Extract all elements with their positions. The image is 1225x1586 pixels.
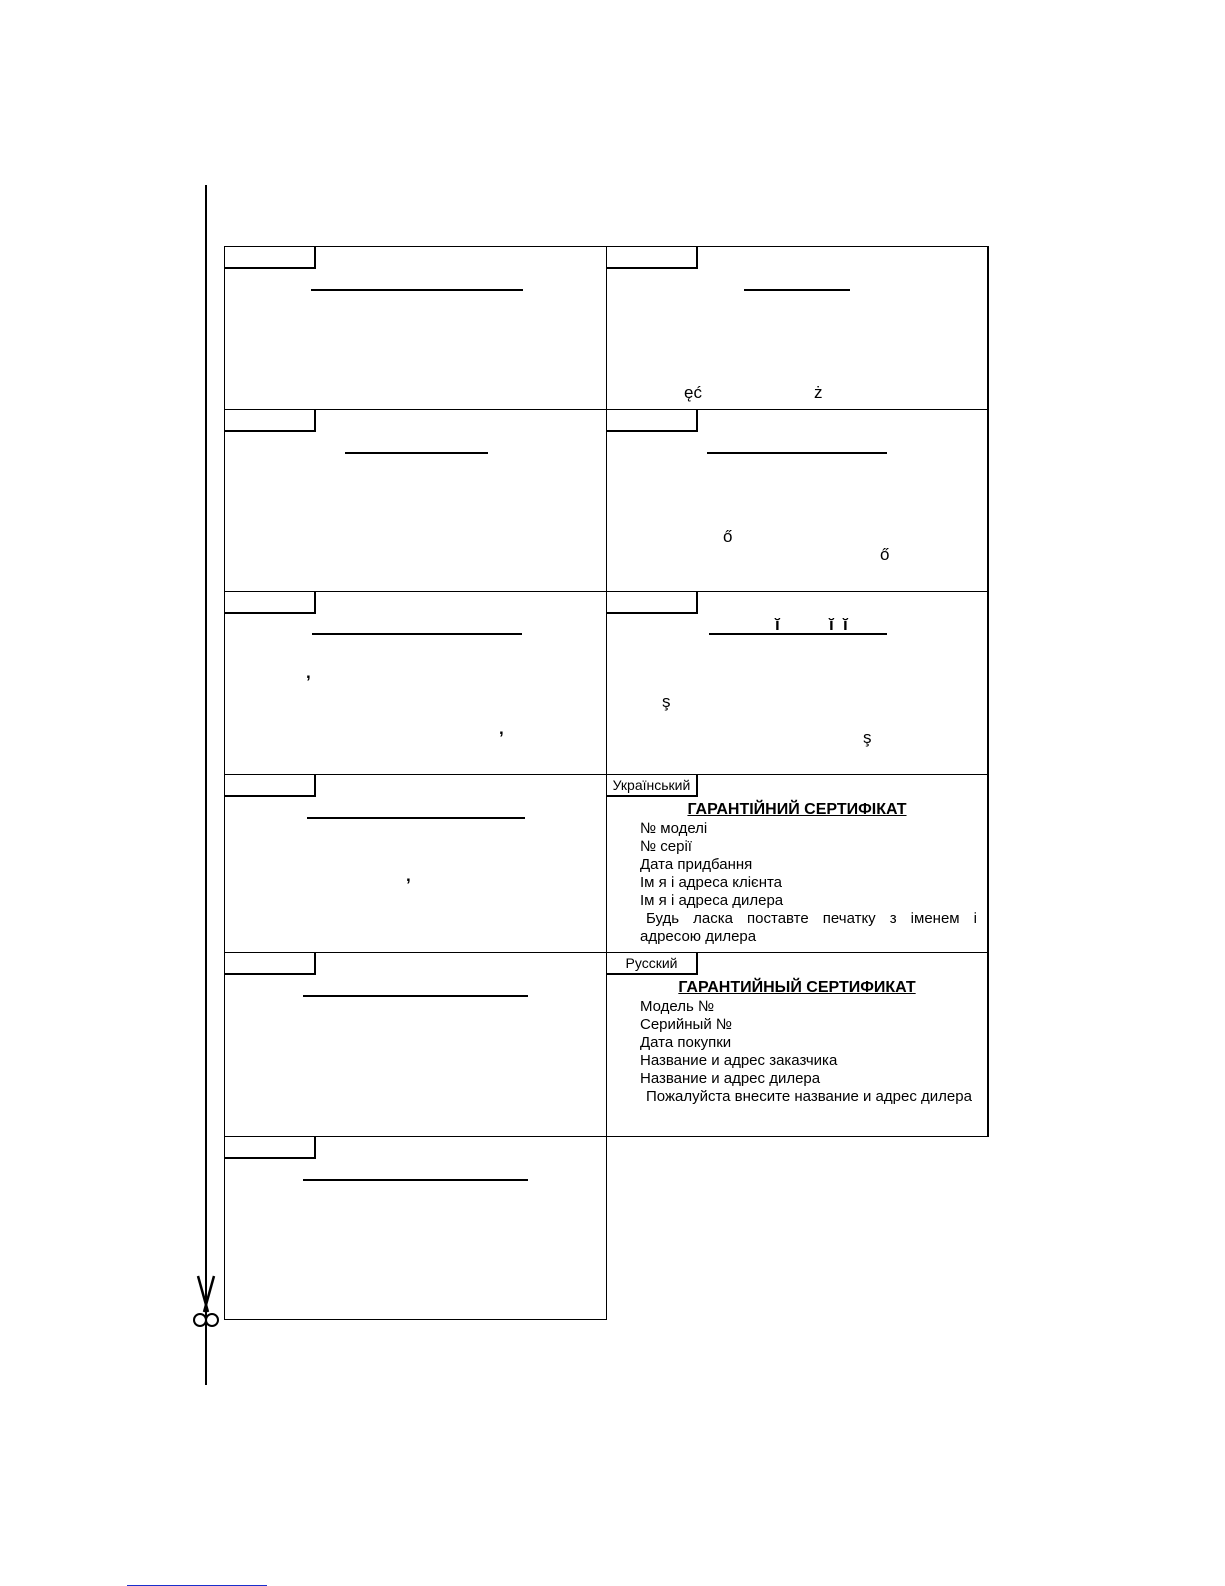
- title-underline: [744, 289, 850, 291]
- language-tab: [224, 1136, 316, 1159]
- field-purchase-date: Дата придбання: [640, 856, 753, 873]
- language-tab: [224, 591, 316, 614]
- title-underline: [311, 289, 523, 291]
- title-underline: [345, 452, 488, 454]
- warranty-card-left-5: [224, 952, 607, 1137]
- field-dealer-name-address: Название и адрес дилера: [640, 1070, 821, 1087]
- romanian-char: ĭ: [829, 615, 834, 634]
- language-tab: [224, 952, 316, 975]
- apostrophe-mark: ,: [406, 866, 411, 885]
- polish-char: ęć: [684, 383, 702, 402]
- warranty-card-right-1: [606, 246, 989, 410]
- field-customer-name-address: Ім я і адреса клієнта: [640, 874, 783, 891]
- field-customer-name-address: Название и адрес заказчика: [640, 1052, 838, 1069]
- romanian-char: ş: [863, 728, 872, 747]
- hungarian-char: ő: [723, 527, 733, 546]
- language-tab-russian: Русский: [606, 952, 698, 975]
- romanian-char: ş: [662, 692, 671, 711]
- language-tab: [606, 246, 698, 269]
- dealer-stamp-note: Пожалуйста внесите название и адрес дилера: [646, 1088, 972, 1105]
- language-tab-ukrainian: Український: [606, 774, 698, 797]
- field-model-number: Модель №: [640, 998, 715, 1015]
- field-purchase-date: Дата покупки: [640, 1034, 732, 1051]
- title-underline: [303, 995, 528, 997]
- scissors-icon: [192, 1274, 220, 1330]
- language-tab: [224, 774, 316, 797]
- hungarian-char: ő: [880, 545, 890, 564]
- certificate-title: ГАРАНТІЙНИЙ СЕРТИФІКАТ: [687, 801, 907, 818]
- warranty-card-left-3: [224, 591, 607, 775]
- romanian-char: ĭ: [843, 615, 848, 634]
- field-model-number: № моделі: [640, 820, 708, 837]
- language-tab: [224, 409, 316, 432]
- warranty-card-left-6: [224, 1136, 607, 1320]
- warranty-card-left-4: [224, 774, 607, 953]
- apostrophe-mark: ,: [306, 663, 311, 682]
- field-dealer-name-address: Ім я і адреса дилера: [640, 892, 784, 909]
- warranty-card-right-2: [606, 409, 989, 592]
- warranty-card-left-2: [224, 409, 607, 592]
- apostrophe-mark: ,: [499, 719, 504, 738]
- field-serial-number: № серії: [640, 838, 692, 855]
- warranty-card-right-3: [606, 591, 989, 775]
- romanian-char: ĭ: [775, 615, 780, 634]
- title-underline: [707, 452, 887, 454]
- field-list: [640, 998, 977, 1088]
- field-list: [640, 820, 977, 910]
- title-underline: [307, 817, 525, 819]
- language-tab: [606, 591, 698, 614]
- language-tab: [224, 246, 316, 269]
- warranty-card-left-1: [224, 246, 607, 410]
- title-underline: [312, 633, 522, 635]
- dealer-stamp-note: Будь ласка поставте печатку з іменем і адресою дилера: [640, 910, 977, 945]
- polish-char: ż: [814, 383, 823, 402]
- title-underline: [709, 633, 887, 635]
- field-serial-number: Серийный №: [640, 1016, 732, 1033]
- title-underline: [303, 1179, 528, 1181]
- warranty-card-ukrainian: [606, 774, 989, 953]
- cut-line: [205, 185, 207, 1385]
- certificate-title: ГАРАНТИЙНЫЙ СЕРТИФИКАТ: [678, 979, 916, 996]
- language-tab: [606, 409, 698, 432]
- warranty-card-russian: [606, 952, 989, 1137]
